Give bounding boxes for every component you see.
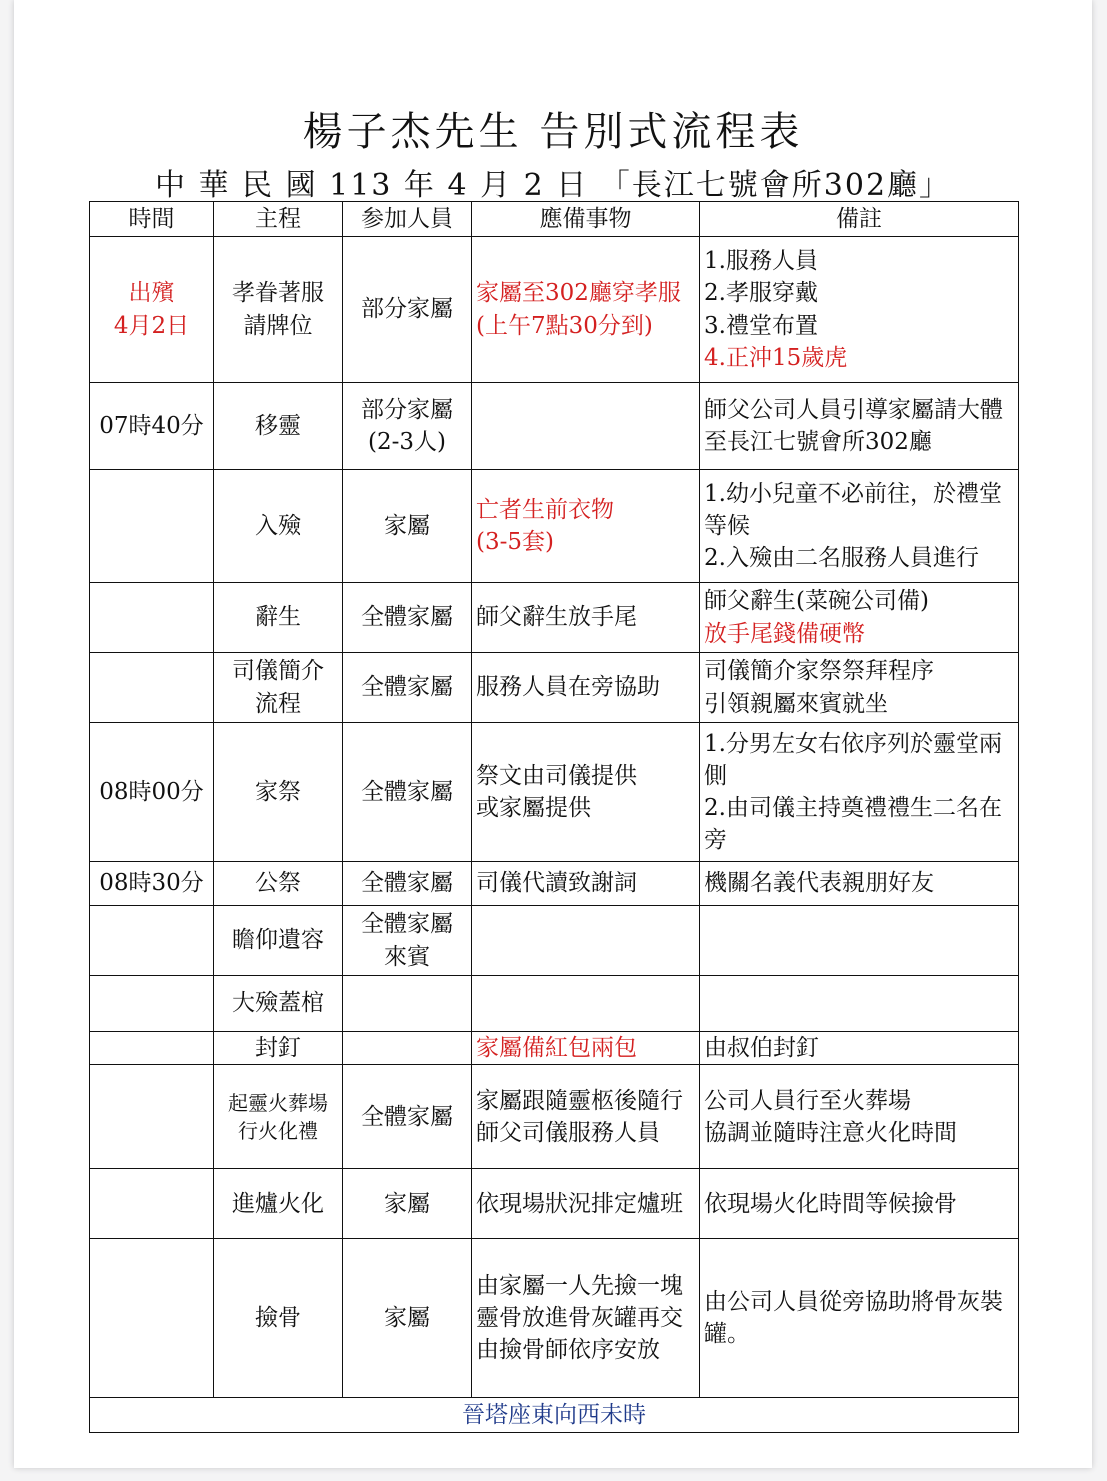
table-row	[90, 1239, 1019, 1398]
footer-note: 晉塔座東向西未時	[90, 1398, 1019, 1433]
cell-items: 由家屬一人先撿一塊靈骨放進骨灰罐再交由撿骨師依序安放	[472, 1239, 700, 1398]
cell-notes: 1.幼小兒童不必前往，於禮堂等候 2.入殮由二名服務人員進行	[700, 470, 1019, 583]
cell-people: 家屬	[343, 1169, 472, 1239]
cell-items: 亡者生前衣物 (3-5套)	[472, 470, 700, 583]
cell-notes	[700, 976, 1019, 1032]
header-items: 應備事物	[472, 202, 700, 237]
table-row	[90, 1032, 1019, 1065]
cell-notes: 師父辭生(菜碗公司備) 放手尾錢備硬幣	[700, 583, 1019, 653]
header-time: 時間	[90, 202, 214, 237]
page-subtitle: 中 華 民 國 113 年 4 月 2 日 「長江七號會所302廳」	[154, 168, 952, 203]
cell-time	[90, 906, 214, 976]
cell-people: 全體家屬	[343, 862, 472, 906]
cell-main: 司儀簡介 流程	[214, 653, 343, 723]
table-row	[90, 1065, 1019, 1169]
cell-notes: 依現場火化時間等候撿骨	[700, 1169, 1019, 1239]
cell-people: 部分家屬 (2-3人)	[343, 383, 472, 470]
cell-notes: 師父公司人員引導家屬請大體至長江七號會所302廳	[700, 383, 1019, 470]
cell-people: 家屬	[343, 1239, 472, 1398]
cell-notes	[700, 906, 1019, 976]
cell-main: 封釘	[214, 1032, 343, 1065]
cell-main: 辭生	[214, 583, 343, 653]
cell-notes: 司儀簡介家祭祭拜程序 引領親屬來賓就坐	[700, 653, 1019, 723]
cell-time	[90, 1239, 214, 1398]
cell-main: 撿骨	[214, 1239, 343, 1398]
cell-items	[472, 906, 700, 976]
cell-main: 入殮	[214, 470, 343, 583]
table-header-row	[90, 202, 1019, 237]
cell-time	[90, 470, 214, 583]
cell-notes: 由公司人員從旁協助將骨灰裝罐。	[700, 1239, 1019, 1398]
cell-people	[343, 1032, 472, 1065]
cell-items	[472, 383, 700, 470]
cell-people: 全體家屬	[343, 583, 472, 653]
header-notes: 備註	[700, 202, 1019, 237]
table-row	[90, 862, 1019, 906]
cell-items: 家屬至302廳穿孝服 (上午7點30分到)	[472, 237, 700, 383]
cell-people: 全體家屬	[343, 653, 472, 723]
cell-notes: 公司人員行至火葬場 協調並隨時注意火化時間	[700, 1065, 1019, 1169]
cell-items: 依現場狀況排定爐班	[472, 1169, 700, 1239]
funeral-schedule-table	[89, 201, 1019, 1433]
cell-people: 全體家屬	[343, 723, 472, 862]
cell-time	[90, 1169, 214, 1239]
cell-time	[90, 976, 214, 1032]
cell-main: 起靈火葬場 行火化禮	[214, 1065, 343, 1169]
cell-time	[90, 1065, 214, 1169]
cell-notes: 由叔伯封釘	[700, 1032, 1019, 1065]
cell-items: 家屬跟隨靈柩後隨行師父司儀服務人員	[472, 1065, 700, 1169]
cell-notes: 1.服務人員 2.孝服穿戴 3.禮堂布置 4.正沖15歲虎	[700, 237, 1019, 383]
table-footer-row	[90, 1398, 1019, 1433]
cell-items	[472, 976, 700, 1032]
table-row	[90, 583, 1019, 653]
cell-people	[343, 976, 472, 1032]
cell-main: 家祭	[214, 723, 343, 862]
table-row	[90, 383, 1019, 470]
page-title: 楊子杰先生 告別式流程表	[302, 109, 804, 155]
cell-time	[90, 1032, 214, 1065]
cell-main: 瞻仰遺容	[214, 906, 343, 976]
cell-people: 全體家屬	[343, 1065, 472, 1169]
table-row	[90, 723, 1019, 862]
cell-time	[90, 653, 214, 723]
cell-main: 移靈	[214, 383, 343, 470]
table-row	[90, 906, 1019, 976]
cell-people: 全體家屬 來賓	[343, 906, 472, 976]
table-row	[90, 470, 1019, 583]
cell-items: 服務人員在旁協助	[472, 653, 700, 723]
document-page	[14, 0, 1092, 1468]
cell-time: 08時30分	[90, 862, 214, 906]
cell-notes: 1.分男左女右依序列於靈堂兩側 2.由司儀主持奠禮禮生二名在旁	[700, 723, 1019, 862]
cell-people: 部分家屬	[343, 237, 472, 383]
cell-notes: 機關名義代表親朋好友	[700, 862, 1019, 906]
table-row	[90, 237, 1019, 383]
cell-time	[90, 583, 214, 653]
header-main: 主程	[214, 202, 343, 237]
table-row	[90, 653, 1019, 723]
cell-items: 家屬備紅包兩包	[472, 1032, 700, 1065]
cell-items: 司儀代讀致謝詞	[472, 862, 700, 906]
cell-items: 祭文由司儀提供 或家屬提供	[472, 723, 700, 862]
table-row	[90, 976, 1019, 1032]
cell-time: 08時00分	[90, 723, 214, 862]
cell-people: 家屬	[343, 470, 472, 583]
cell-main: 公祭	[214, 862, 343, 906]
cell-time: 07時40分	[90, 383, 214, 470]
header-people: 参加人員	[343, 202, 472, 237]
cell-time: 出殯 4月2日	[90, 237, 214, 383]
cell-main: 進爐火化	[214, 1169, 343, 1239]
cell-main: 大殮蓋棺	[214, 976, 343, 1032]
cell-main: 孝眷著服 請牌位	[214, 237, 343, 383]
cell-items: 師父辭生放手尾	[472, 583, 700, 653]
table-row	[90, 1169, 1019, 1239]
